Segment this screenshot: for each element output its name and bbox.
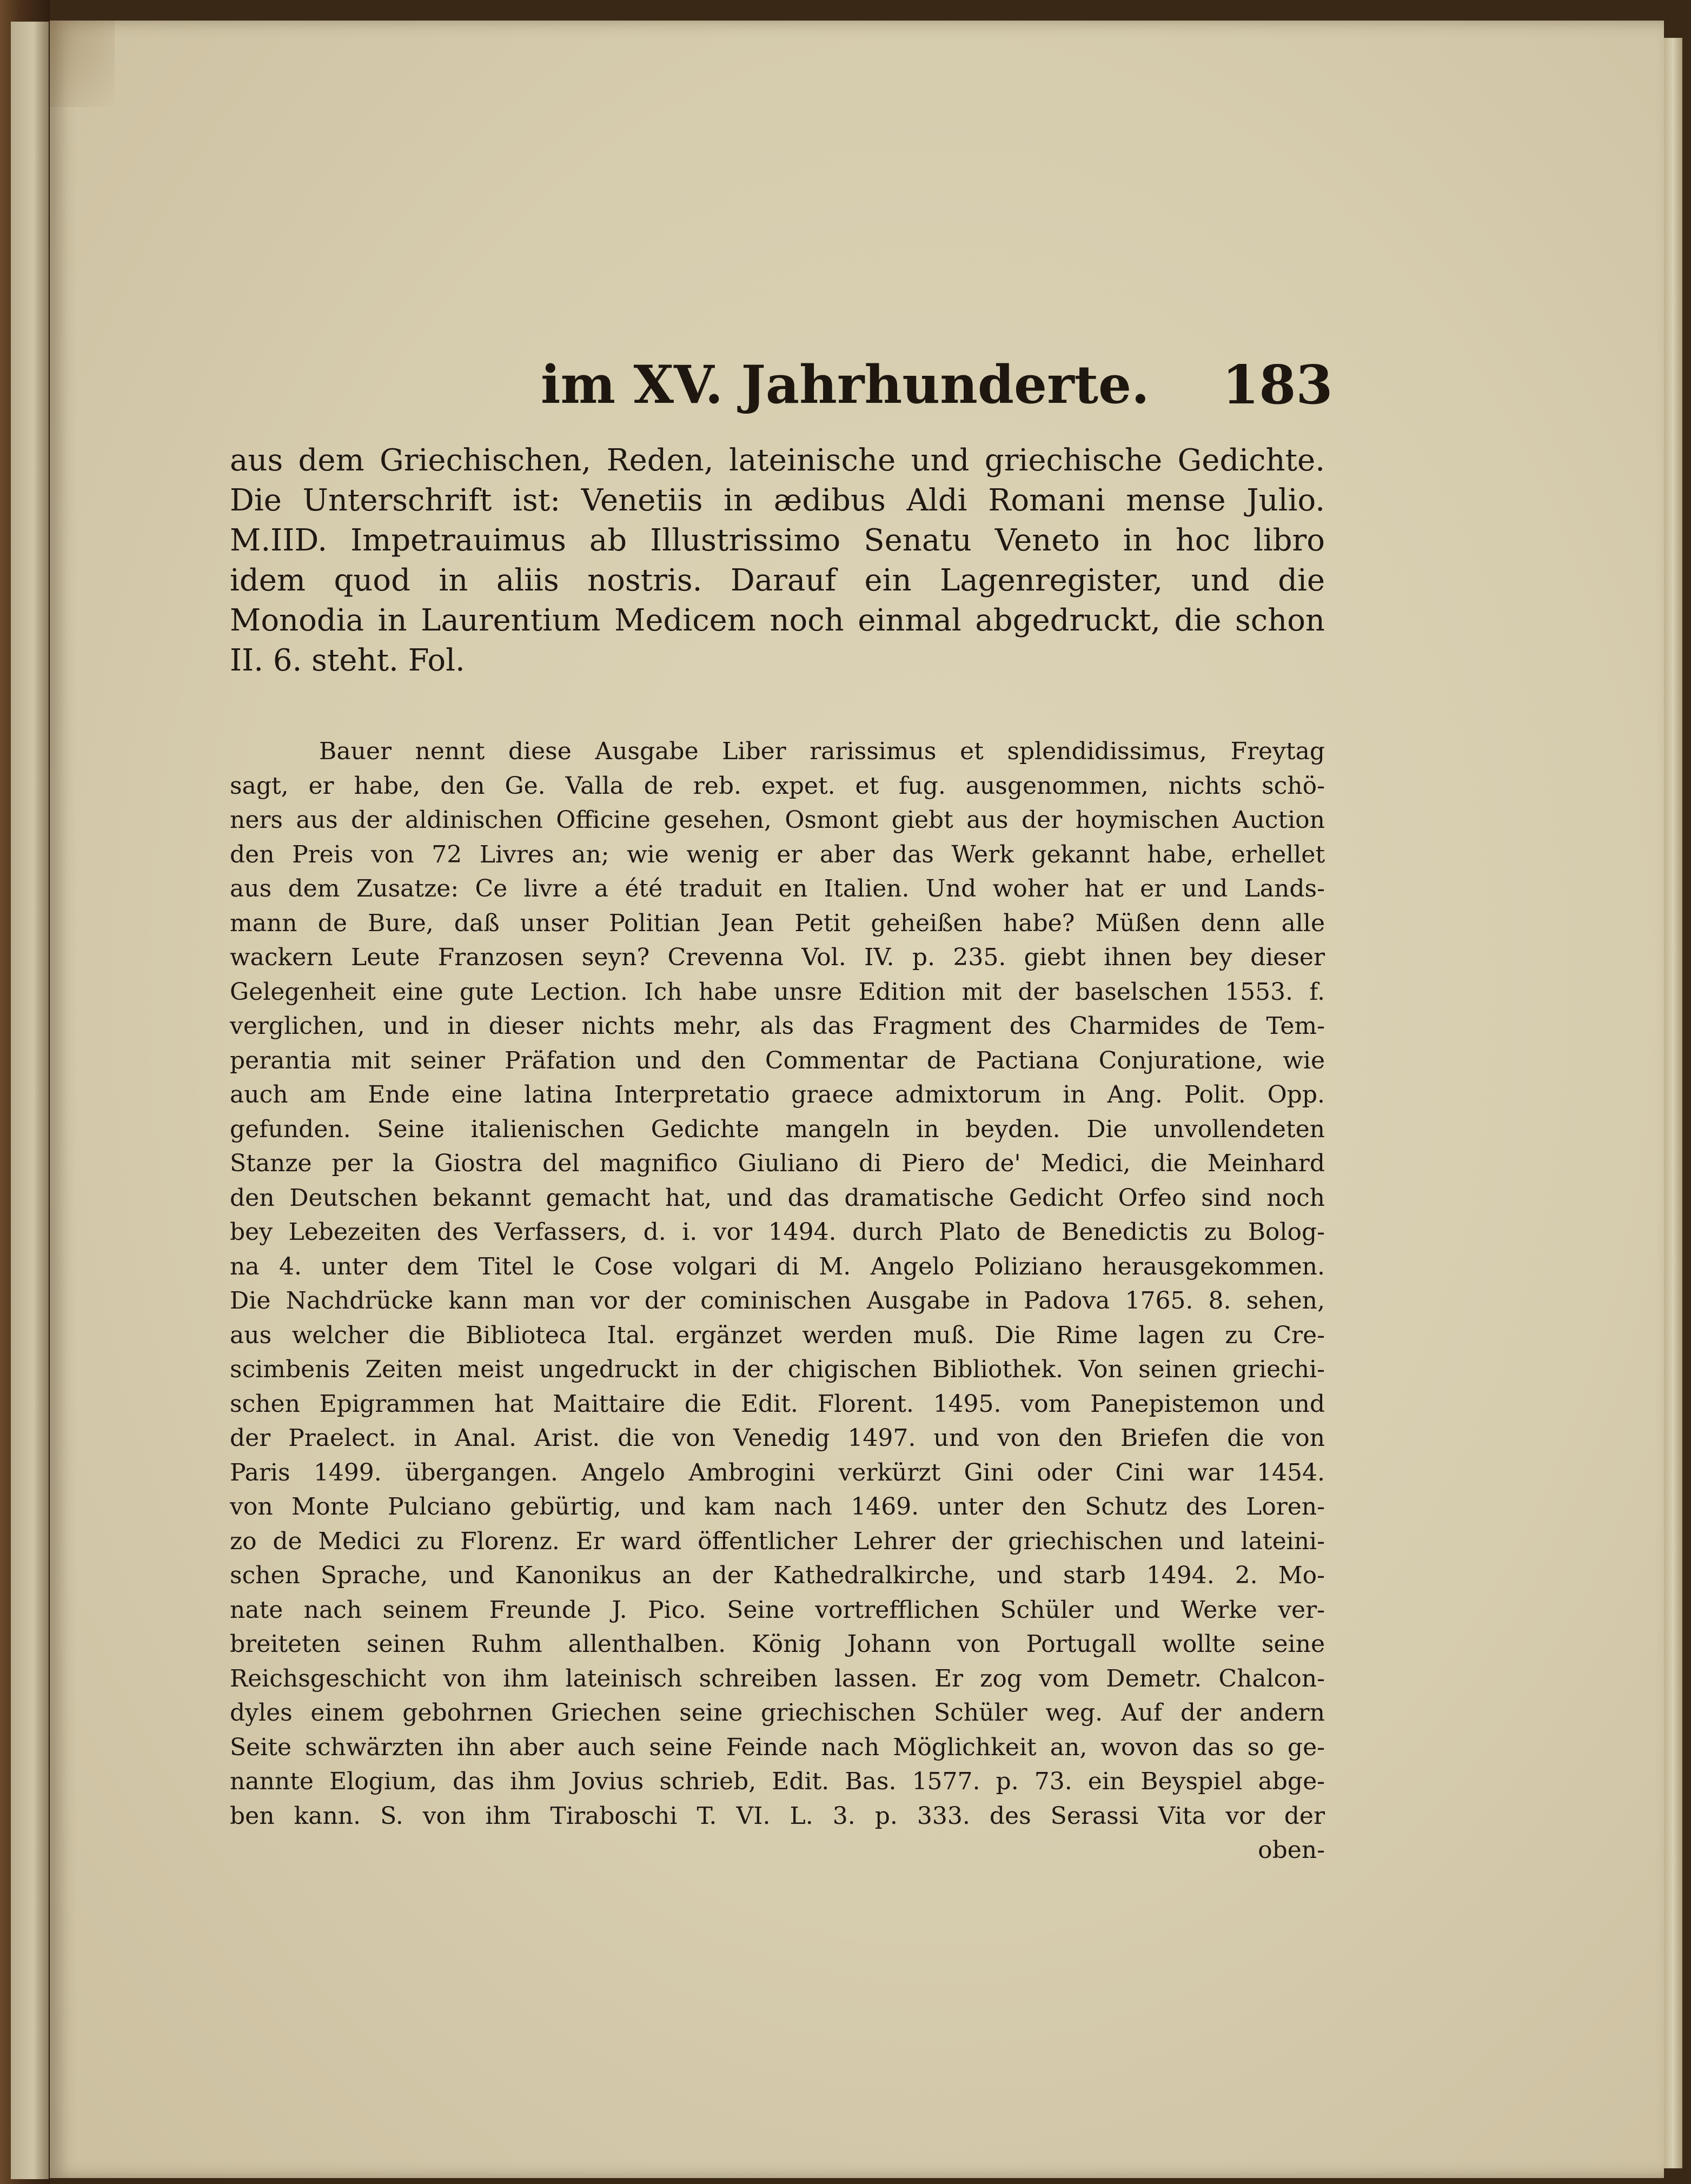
running-title: im XV. Jahrhunderte. (541, 354, 1150, 415)
text-line: na 4. unter dem Titel le Cose volgari di M. Angelo Poliziano herausgekommen. (230, 1252, 1325, 1280)
text-line: den Preis von 72 Livres an; wie wenig er aber das Werk gekannt habe, erhellet (230, 840, 1325, 868)
text-line: Stanze per la Giostra del magnifico Giuliano di Piero de' Medici, die Meinhard (230, 1150, 1325, 1177)
page-stain (50, 21, 115, 107)
text-line: bey Lebezeiten des Verfassers, d. i. vor 1494. durch Plato de Benedictis zu Bolog- (230, 1218, 1325, 1246)
catchword: oben- (1258, 1836, 1325, 1864)
text-line: verglichen, und in dieser nichts mehr, als das Fragment des Charmides de Tem- (230, 1012, 1325, 1040)
page-number: 183 (1222, 354, 1333, 416)
text-line: ben kann. S. von ihm Tiraboschi T. VI. L. 3. p. 333. des Serassi Vita vor der (230, 1802, 1325, 1830)
running-head (541, 343, 1333, 419)
text-line: der Praelect. in Anal. Arist. die von Venedig 1497. und von den Briefen die von (230, 1424, 1325, 1452)
text-line: zo de Medici zu Florenz. Er ward öffentlicher Lehrer der griechischen und lateini- (230, 1527, 1325, 1555)
text-line: schen Sprache, und Kanonikus an der Kathedralkirche, und starb 1494. 2. Mo- (230, 1562, 1325, 1589)
text-line: Die Nachdrücke kann man vor der cominischen Ausgabe in Padova 1765. 8. sehen, (230, 1287, 1325, 1315)
previous-page-edge (11, 22, 49, 2179)
text-line: II. 6. steht. Fol. (230, 643, 465, 678)
text-line: sagt, er habe, den Ge. Valla de reb. expet. et fug. ausgenommen, nichts schö- (230, 772, 1325, 800)
text-line: breiteten seinen Ruhm allenthalben. König Johann von Portugall wollte seine (230, 1630, 1325, 1658)
text-line: mann de Bure, daß unser Politian Jean Petit geheißen habe? Müßen denn alle (230, 909, 1325, 937)
text-line: Reichsgeschicht von ihm lateinisch schreiben lassen. Er zog vom Demetr. Chalcon- (230, 1664, 1325, 1692)
text-line: Monodia in Laurentium Medicem noch einmal abgedruckt, die schon (230, 603, 1325, 638)
text-line: ners aus der aldinischen Officine gesehen, Osmont giebt aus der hoymischen Auction (230, 806, 1325, 834)
text-line: den Deutschen bekannt gemacht hat, und das dramatische Gedicht Orfeo sind noch (230, 1184, 1325, 1212)
text-line: aus dem Griechischen, Reden, lateinische und griechische Gedichte. (230, 443, 1325, 478)
text-line: Die Unterschrift ist: Venetiis in ædibus Aldi Romani mense Julio. (230, 483, 1325, 518)
text-line: wackern Leute Franzosen seyn? Crevenna Vol. IV. p. 235. giebt ihnen bey dieser (230, 944, 1325, 971)
text-line: nate nach seinem Freunde J. Pico. Seine vortrefflichen Schüler und Werke ver- (230, 1596, 1325, 1624)
text-line: aus dem Zusatze: Ce livre a été traduit en Italien. Und woher hat er und Lands- (230, 875, 1325, 902)
text-line: dyles einem gebohrnen Griechen seine griechischen Schüler weg. Auf der andern (230, 1699, 1325, 1727)
text-line: perantia mit seiner Präfation und den Commentar de Pactiana Conjuratione, wie (230, 1046, 1325, 1074)
text-line: auch am Ende eine latina Interpretatio graece admixtorum in Ang. Polit. Opp. (230, 1081, 1325, 1108)
text-line: scimbenis Zeiten meist ungedruckt in der chigischen Bibliothek. Von seinen griechi- (230, 1356, 1325, 1383)
text-line: aus welcher die Biblioteca Ital. ergänzet werden muß. Die Rime lagen zu Cre- (230, 1321, 1325, 1349)
text-line: Seite schwärzten ihn aber auch seine Feinde nach Möglichkeit an, wovon das so ge- (230, 1733, 1325, 1761)
text-line: idem quod in aliis nostris. Darauf ein Lagenregister, und die (230, 563, 1325, 598)
text-line: von Monte Pulciano gebürtig, und kam nach 1469. unter den Schutz des Loren- (230, 1493, 1325, 1521)
text-line: Paris 1499. übergangen. Angelo Ambrogini verkürzt Gini oder Cini war 1454. (230, 1458, 1325, 1486)
page-stack-edge (1664, 38, 1682, 2168)
text-line: Bauer nennt diese Ausgabe Liber rarissimus et splendidissimus, Freytag (319, 738, 1325, 765)
text-line: gefunden. Seine italienischen Gedichte mangeln in beyden. Die unvollendeten (230, 1115, 1325, 1143)
text-line: M.IID. Impetrauimus ab Illustrissimo Senatu Veneto in hoc libro (230, 523, 1325, 558)
paragraph-1 (230, 441, 1325, 681)
text-line: Gelegenheit eine gute Lection. Ich habe unsre Edition mit der baselschen 1553. f. (230, 978, 1325, 1006)
text-line: nannte Elogium, das ihm Jovius schrieb, Edit. Bas. 1577. p. 73. ein Beyspiel abge- (230, 1768, 1325, 1795)
paragraph-2 (230, 734, 1325, 1868)
text-line: schen Epigrammen hat Maittaire die Edit. Florent. 1495. vom Panepistemon und (230, 1390, 1325, 1418)
